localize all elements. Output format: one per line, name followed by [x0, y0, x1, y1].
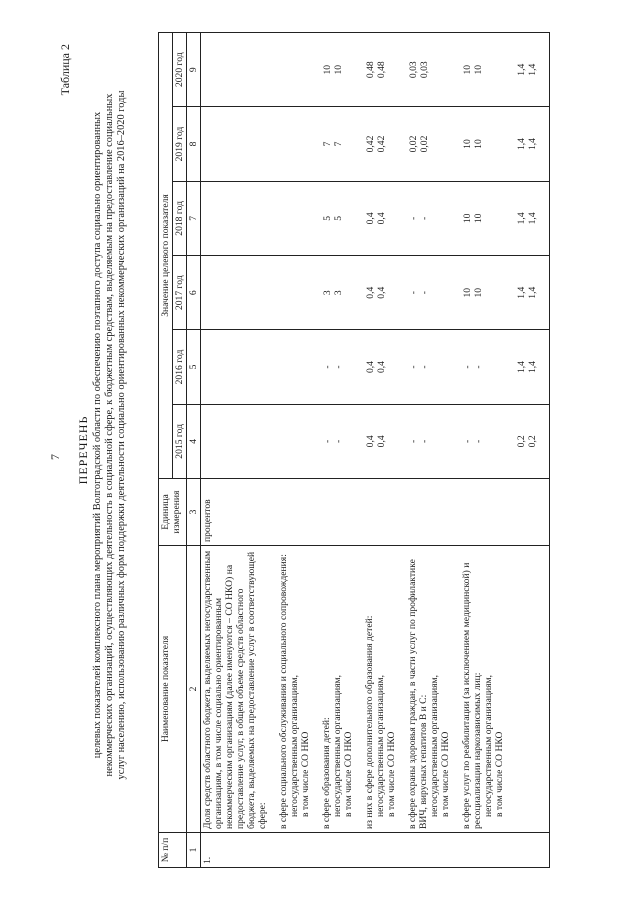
value-sonko: 1,4 — [527, 138, 538, 151]
item-line-sonko: в том числе СО НКО — [494, 731, 505, 817]
value-sonko: 10 — [333, 64, 344, 75]
value-sonko: 0,4 — [376, 361, 387, 374]
value-pair — [354, 333, 387, 400]
value-pair — [300, 110, 344, 177]
item-line-sonko: в том числе СО НКО — [300, 731, 311, 817]
header-target-values: Значение целевого показателя — [159, 33, 173, 479]
indicator-item — [407, 549, 451, 829]
value-pair — [354, 36, 387, 103]
value-sonko: - — [333, 439, 344, 443]
item-line-sonko: в том числе СО НКО — [440, 731, 451, 817]
value-pair — [494, 408, 538, 475]
value-sonko: 10 — [473, 139, 484, 149]
value-pair — [354, 110, 387, 177]
value-pair — [397, 259, 430, 326]
value-pair — [354, 185, 387, 252]
col-number: 1 — [187, 833, 201, 868]
value-pair — [440, 36, 484, 103]
indicator-item — [321, 549, 354, 829]
year-cell — [201, 33, 550, 107]
header-unit: Единица измерения — [159, 479, 187, 546]
value-sonko: 10 — [473, 64, 484, 75]
col-number: 2 — [187, 546, 201, 833]
value-pair — [440, 110, 484, 177]
value-sonko: 1,4 — [527, 286, 538, 299]
value-nongov: - — [408, 291, 419, 295]
value-sonko: 1,4 — [527, 212, 538, 225]
col-number: 6 — [187, 256, 201, 330]
page-number: 7 — [48, 454, 62, 460]
value-sonko: 10 — [473, 213, 484, 224]
row-unit: процентов — [201, 479, 550, 546]
value-nongov: - — [462, 439, 473, 443]
value-nongov: 0,4 — [365, 361, 376, 374]
item-heading: в сфере услуг по реабилитации (за исключением медицинской) и ресоциализации наркозависимых лиц: — [461, 562, 483, 829]
value-nongov: 1,4 — [516, 286, 527, 299]
item-heading: в сфере образования детей: — [321, 717, 332, 829]
value-nongov: 1,4 — [516, 212, 527, 225]
header-year: 2017 год — [173, 256, 187, 330]
year-cell — [201, 181, 550, 255]
indicator-item — [364, 549, 397, 829]
item-line-nongov: негосударственным организациям, — [332, 674, 343, 817]
table-label: Таблица 2 — [58, 44, 72, 96]
value-nongov: 1,4 — [516, 138, 527, 151]
value-nongov: - — [462, 365, 473, 369]
value-nongov: 0,42 — [365, 135, 376, 153]
col-number: 8 — [187, 107, 201, 181]
col-number: 4 — [187, 404, 201, 478]
value-sonko: 0,03 — [419, 61, 430, 79]
value-sonko: - — [473, 365, 484, 369]
value-pair — [354, 259, 387, 326]
row-intro: Доля средств областного бюджета, выделяемых негосударственным организациям, в том числе социально ориентированным некоммерческим организациям (далее именуются – СО НКО) на предоставление услуг, в общем объеме средств областного бюджета, выделяемых на предоставление услуг в соответствующей сфере: — [202, 550, 268, 829]
value-pair — [397, 333, 430, 400]
value-sonko: 0,42 — [376, 135, 387, 153]
value-nongov: 0,4 — [365, 212, 376, 225]
value-nongov: 0,4 — [365, 435, 376, 448]
value-nongov: 10 — [462, 287, 473, 298]
header-year: 2016 год — [173, 330, 187, 404]
value-pair — [494, 36, 538, 103]
value-nongov: 1,4 — [516, 63, 527, 76]
value-nongov: 0,48 — [365, 61, 376, 79]
year-cell — [201, 107, 550, 181]
item-heading: в сфере социального обслуживания и социального сопровождения: — [278, 554, 289, 829]
value-sonko: - — [473, 439, 484, 443]
value-sonko: - — [419, 216, 430, 220]
value-nongov: 0,4 — [365, 286, 376, 299]
value-pair — [300, 408, 344, 475]
value-pair — [300, 185, 344, 252]
value-pair — [494, 333, 538, 400]
value-nongov: 0,03 — [408, 61, 419, 79]
value-nongov: 1,4 — [516, 361, 527, 374]
item-line-sonko: в том числе СО НКО — [343, 731, 354, 817]
value-sonko: 5 — [333, 215, 344, 221]
value-sonko: - — [419, 291, 430, 295]
value-sonko: 0,4 — [376, 435, 387, 448]
value-nongov: 10 — [462, 213, 473, 224]
header-row — [159, 33, 173, 868]
value-nongov: 10 — [322, 64, 333, 75]
value-pair — [354, 408, 387, 475]
value-pair — [300, 333, 344, 400]
col-number: 9 — [187, 33, 201, 107]
value-nongov: 5 — [322, 215, 333, 221]
value-nongov: 10 — [462, 64, 473, 75]
value-sonko: 0,4 — [376, 212, 387, 225]
value-sonko: - — [419, 439, 430, 443]
value-sonko: 10 — [473, 287, 484, 298]
value-pair — [300, 259, 344, 326]
indicator-item — [461, 549, 505, 829]
table-row — [201, 33, 550, 868]
value-sonko: 1,4 — [527, 63, 538, 76]
value-pair — [440, 185, 484, 252]
col-number: 3 — [187, 479, 201, 546]
value-pair — [440, 408, 484, 475]
header-name: Наименование показателя — [159, 546, 187, 833]
value-nongov: - — [408, 439, 419, 443]
value-pair — [397, 185, 430, 252]
year-cell — [201, 404, 550, 478]
document-title: ПЕРЕЧЕНЬ — [76, 415, 90, 485]
value-pair — [440, 333, 484, 400]
value-pair — [494, 110, 538, 177]
item-line-nongov: негосударственным организациям, — [375, 674, 386, 817]
value-nongov: - — [322, 365, 333, 369]
value-pair — [440, 259, 484, 326]
value-nongov: 7 — [322, 141, 333, 147]
value-sonko: - — [333, 365, 344, 369]
indicator-item — [278, 549, 311, 829]
rotated-content — [40, 30, 600, 870]
value-nongov: - — [322, 439, 333, 443]
item-heading: в сфере охраны здоровья граждан, в части услуг по профилактике ВИЧ, вирусных гепатитов В и С: — [407, 559, 429, 829]
value-nongov: 0,02 — [408, 135, 419, 153]
value-sonko: 0,4 — [376, 286, 387, 299]
value-pair — [397, 408, 430, 475]
indicators-table — [158, 32, 550, 868]
value-nongov: 10 — [462, 139, 473, 149]
item-line-nongov: негосударственным организациям, — [289, 674, 300, 817]
value-pair — [494, 185, 538, 252]
value-sonko: 0,02 — [419, 135, 430, 153]
document-subtitle: целевых показателей комплексного плана мероприятий Волгоградской области по обеспечению поэтапного доступа социально ориентированных некоммерческих организаций, осуществляющих деятельность в социальной сфере, к бюджетным средствам, выделяемым на предоставление социальных услуг населению, использованию различных форм поддержки деятельности социально ориентированных некоммерческих организаций на 2016–2020 годы — [92, 90, 127, 780]
value-nongov: - — [408, 365, 419, 369]
year-cell — [201, 330, 550, 404]
header-num: № п/п — [159, 833, 187, 868]
row-num: 1. — [201, 833, 550, 868]
value-pair — [494, 259, 538, 326]
value-nongov: 3 — [322, 290, 333, 296]
value-sonko: 0,2 — [527, 435, 538, 448]
value-sonko: 7 — [333, 141, 344, 147]
value-pair — [397, 110, 430, 177]
value-nongov: 0,2 — [516, 435, 527, 448]
value-pair — [397, 36, 430, 103]
header-year: 2015 год — [173, 404, 187, 478]
header-year: 2018 год — [173, 181, 187, 255]
value-sonko: 3 — [333, 290, 344, 296]
col-number: 7 — [187, 181, 201, 255]
value-sonko: 1,4 — [527, 361, 538, 374]
row-name-cell — [201, 546, 550, 833]
column-numbers-row — [187, 33, 201, 868]
item-line-nongov: негосударственным организациям, — [483, 674, 494, 817]
value-sonko: - — [419, 365, 430, 369]
item-line-nongov: негосударственным организациям, — [429, 674, 440, 817]
value-nongov: - — [408, 216, 419, 220]
value-sonko: 0,48 — [376, 61, 387, 79]
header-year: 2020 год — [173, 33, 187, 107]
header-year: 2019 год — [173, 107, 187, 181]
value-pair — [300, 36, 344, 103]
item-heading: из них в сфере дополнительного образования детей: — [364, 615, 375, 829]
item-line-sonko: в том числе СО НКО — [386, 731, 397, 817]
col-number: 5 — [187, 330, 201, 404]
year-cell — [201, 256, 550, 330]
